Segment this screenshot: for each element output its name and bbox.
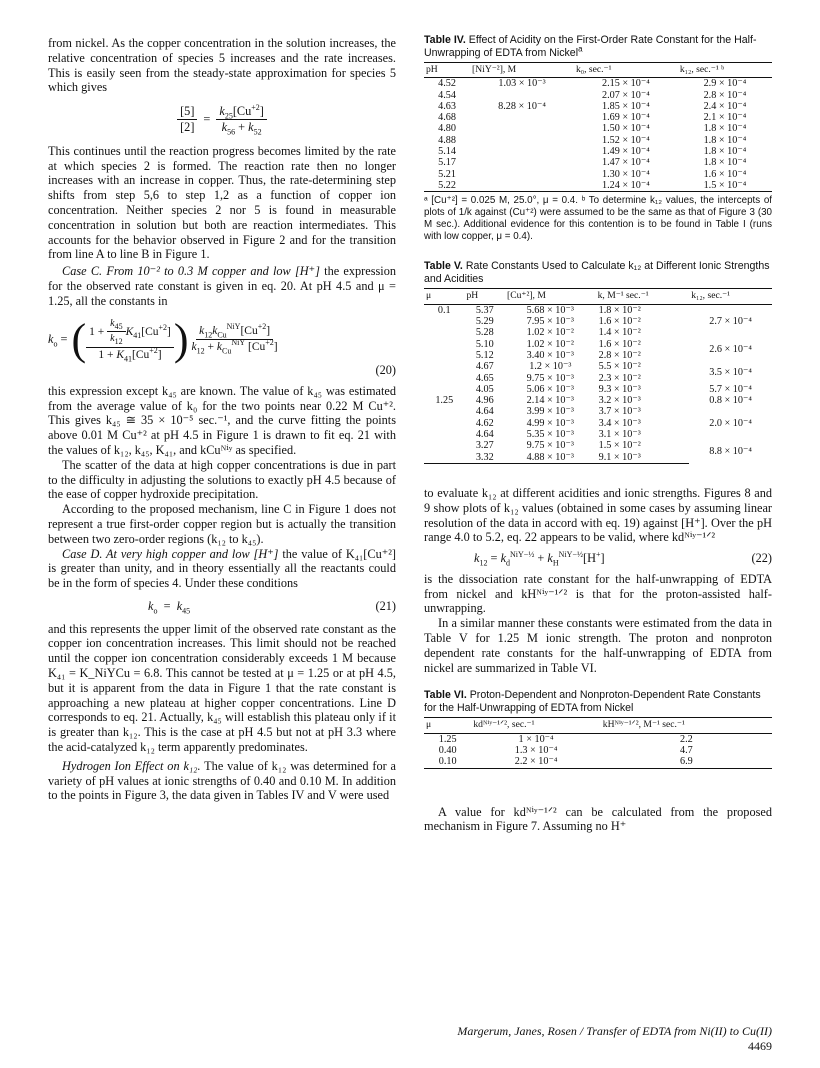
table-cell: 4.62 [475,417,494,429]
table-vi-label: Table VI. [424,689,467,702]
table-cell [424,406,465,417]
column-header: kHᴺⁱʸ⁻¹ᐟ², M⁻¹ sec.⁻¹ [601,718,772,733]
table-iv [424,34,772,242]
table-cell: 8.28 × 10⁻⁴ [498,100,546,112]
case-c-heading: Case C. From 10⁻² to 0.3 M copper and low [H⁺] [62,264,320,279]
table-cell: 4.99 × 10⁻³ [526,417,574,429]
table-v-caption [424,260,772,285]
column-header: k, M⁻¹ sec.⁻¹ [596,289,690,304]
table-cell: 5.12 [475,349,494,361]
table-cell: 1.8 × 10⁻⁴ [703,157,747,169]
table-cell: 3.40 × 10⁻³ [526,349,574,361]
k12-group-cell: 5.7 × 10⁻⁴ [709,383,752,395]
equation-21-number: (21) [375,598,396,613]
table-cell: 1.5 × 10⁻² [598,440,641,452]
table-cell [470,157,574,168]
case-d-paragraph [48,547,396,591]
table-cell: 4.7 [680,745,693,757]
k12-group-cell: 0.8 × 10⁻⁴ [709,395,752,407]
table-cell: 1.25 [435,395,454,407]
paragraph: According to the proposed mechanism, line C in Figure 1 does not represent a true first-order copper region but is actually the transition between two zero-order regions (k₁₂ to k₄₅). [48,502,396,546]
column-header: pH [424,63,470,78]
table-cell [470,169,574,180]
table-cell [470,90,574,101]
table-cell [470,123,574,134]
table-cell: 1.6 × 10⁻² [598,316,641,328]
table-row [424,146,772,157]
case-d-text: the value of K₄₁[Cu⁺²] is greater than unity, and in theory essentially all the reactants could be in the form of species 4. Under these conditions [48,546,397,591]
table-cell: 1.85 × 10⁻⁴ [602,100,650,112]
table-cell [424,440,465,451]
table-cell: 2.4 × 10⁻⁴ [703,100,747,112]
table-row [424,756,772,768]
table-cell: 3.32 [465,452,506,464]
table-cell: 1.02 × 10⁻² [526,338,574,350]
table-row [424,745,772,756]
equation-22-number: (22) [751,551,772,566]
paragraph: from nickel. As the copper concentration in the solution increases, the relative concentration of species 5 increases and the rate increases. This is easily seen from the steady-state approximation for species 5 which gives [48,36,396,95]
table-vi-caption [424,689,772,714]
table-cell: 9.3 × 10⁻³ [598,383,641,395]
table-cell: 5.5 × 10⁻² [598,361,641,373]
paragraph: In a similar manner these constants were estimated from the data in Table V for 1.25 M ionic strength. The proton and nonproton dependent rate constants for the half-unwrapping of EDTA from nickel are summarized in Table VI. [424,616,772,675]
column-header: kdᴺⁱʸ⁻¹ᐟ², sec.⁻¹ [471,718,600,733]
column-header: k₀, sec.⁻¹ [574,63,678,78]
table-cell: 1.6 × 10⁻² [598,338,641,350]
table-row [424,169,772,180]
table-cell: 4.64 [475,429,494,441]
table-cell [470,180,574,192]
table-vi-caption-text: Proton-Dependent and Nonproton-Dependent Rate Constants for the Half-Unwrapping of EDTA from Nickel [424,689,761,714]
case-d-heading: Case D. At very high copper and low [H⁺] [62,546,279,561]
column-header: μ [424,289,465,304]
hydrogen-ion-heading: Hydrogen Ion Effect on k₁₂. [62,758,201,773]
column-header: [Cu⁺²], M [505,289,596,304]
equation-21: $k_o = k_{45}$ (21) [148,598,396,616]
table-row [424,180,772,192]
table-cell: 1.52 × 10⁻⁴ [602,134,650,146]
table-cell: 1.8 × 10⁻⁴ [703,123,747,135]
table-cell: 5.35 × 10⁻³ [526,429,574,441]
table-cell: 0.10 [424,756,471,768]
k12-group-cell: 2.0 × 10⁻⁴ [709,417,752,429]
paragraph: to evaluate k₁₂ at different acidities and ionic strengths. Figures 8 and 9 show plots of k₁₂ values (obtained in some cases by assuming linear resolution of the data in accord with eq. 19) against [H⁺]. Over the pH range 4.0 to 5.2, eq. 22 appears to be valid, where kdᴺⁱʸ⁻¹ᐟ² [424,485,772,545]
paragraph: is the dissociation rate constant for the half-unwrapping of EDTA from nickel and kHᴺⁱʸ⁻¹ᐟ² is that for the proton-assisted half-unwrapping. [424,571,772,616]
table-cell: 5.28 [475,327,494,339]
equation-20-number: (20) [375,362,396,377]
table-cell: 1.4 × 10⁻² [598,327,641,339]
table-iv-label: Table IV. [424,34,466,46]
table-cell: 4.67 [475,361,494,373]
table-cell: 9.1 × 10⁻³ [596,452,690,464]
table-cell: 1 × 10⁻⁴ [518,733,554,745]
table-cell: 2.07 × 10⁻⁴ [602,89,650,101]
table-cell: 1.5 × 10⁻⁴ [678,180,772,192]
table-cell: 2.8 × 10⁻² [598,349,641,361]
table-cell: 1.50 × 10⁻⁴ [602,123,650,135]
table-cell [424,429,465,440]
column-header: pH [465,289,506,304]
table-cell: 1.47 × 10⁻⁴ [602,157,650,169]
table-cell: 1.24 × 10⁻⁴ [574,180,678,192]
table-cell [424,350,465,361]
k12-group-cell: 2.7 × 10⁻⁴ [709,316,752,328]
table-cell: 1.69 × 10⁻⁴ [602,112,650,124]
table-cell: 1.2 × 10⁻³ [529,361,572,373]
table-cell: 5.22 [424,180,470,192]
table-cell: 5.21 [438,168,456,180]
column-header: μ [424,718,471,733]
table-cell [470,146,574,157]
table-iv-caption-footnote-mark: a [578,43,583,53]
table-v [424,260,772,463]
table-cell: 4.68 [438,112,456,124]
table-row [424,90,772,101]
page-number: 4469 [748,1039,772,1053]
table-cell: 5.06 × 10⁻³ [526,383,574,395]
table-cell: 3.4 × 10⁻³ [598,417,641,429]
table-cell: 7.95 × 10⁻³ [526,316,574,328]
table-row [424,112,772,123]
table-cell: 5.17 [438,157,456,169]
case-c-paragraph [48,264,396,308]
table-cell: 4.54 [438,89,456,101]
table-row [424,304,772,316]
table-v-grid [424,288,772,463]
table-cell: 3.2 × 10⁻³ [598,395,641,407]
table-row [424,395,772,406]
k12-group-cell: 8.8 × 10⁻⁴ [709,446,752,458]
table-cell: 1.6 × 10⁻⁴ [703,168,747,180]
table-iv-caption-text: Effect of Acidity on the First-Order Rate Constant for the Half-Unwrapping of EDTA from Nickel [424,34,757,59]
table-cell: 3.7 × 10⁻³ [598,406,641,418]
table-cell: 4.88 × 10⁻³ [505,452,596,464]
table-cell: 5.14 [438,146,456,158]
case-c-text: the expression for the observed rate constant is given in eq. 20. At pH 4.5 and μ = 1.25, all the constants in [48,264,396,308]
table-cell: 4.80 [438,123,456,135]
table-cell: 2.1 × 10⁻⁴ [703,112,747,124]
right-column [424,34,772,834]
table-cell [470,112,574,123]
left-column [48,36,396,803]
table-cell: 5.68 × 10⁻³ [526,304,574,316]
equation-22: $k_{12} = k_d^{NiY-\frac{1}{2}} + k_H^{NiY-\frac{1}{2}}[H^+]$ (22) [474,550,772,568]
table-vi [424,689,772,768]
table-cell: 1.25 [438,733,457,745]
table-cell: 1.30 × 10⁻⁴ [602,168,650,180]
table-row [424,101,772,112]
table-v-label: Table V. [424,260,463,273]
table-cell: 1.8 × 10⁻⁴ [703,134,747,146]
table-cell [470,135,574,146]
hydrogen-ion-text: The value of k₁₂ was determined for a variety of pH values at ionic strengths of 0.40 and 0.10 M. In addition to the points in Figure 3, the data given in Tables IV and V were used [48,758,397,803]
table-cell: 0.1 [437,304,451,316]
table-cell: 6.9 [601,756,772,768]
table-cell: 3.99 × 10⁻³ [526,406,574,418]
table-row [424,135,772,146]
table-cell: 3.1 × 10⁻³ [598,429,641,441]
table-cell: 2.2 [680,733,693,745]
table-cell: 1.02 × 10⁻² [526,327,574,339]
table-cell: 4.52 [438,78,456,90]
table-cell [424,373,465,384]
table-cell: 5.10 [475,338,494,350]
page-footer [424,1024,772,1054]
table-cell: 1.8 × 10⁻⁴ [703,146,747,158]
table-row [424,384,772,395]
table-cell: 1.49 × 10⁻⁴ [602,146,650,158]
table-cell: 9.75 × 10⁻³ [526,440,574,452]
table-iv-caption [424,34,772,59]
table-cell: 4.05 [475,383,494,395]
table-cell: 2.14 × 10⁻³ [526,395,574,407]
table-v-caption-text: Rate Constants Used to Calculate k₁₂ at Different Ionic Strengths and Acidities [424,260,770,285]
table-cell [424,316,465,327]
table-cell: 2.15 × 10⁻⁴ [602,78,650,90]
table-row [424,361,772,372]
table-cell: 3.27 [475,440,494,452]
table-cell: 4.88 [438,134,456,146]
paragraph: and this represents the upper limit of the observed rate constant as the copper ion concentration increases. This limit should not be reached until the copper ion concentration considerably exceeds 1 M because K₄₁ = K_NiYCu = 6.8. This cannot be tested at μ = 1.25 or at pH 4.5, but it is apparent from the data in Figure 1 that the rate constant is approaching a new plateau at higher copper concentrations. Line D corresponds to eq. 21. Actually, k₄₅ will establish this plateau only if it is greater than k₁₂. This is the case at pH 4.5 but not at pH 3.3 where the acid-catalyzed k₁₂ term apparently predominates. [48,621,396,755]
table-iv-footnote: ᵃ [Cu⁺²] = 0.025 M, 25.0°, μ = 0.4. ᵇ To determine k₁₂ values, the intercepts of plots of 1/k against (Cu⁺²) were assumed to be the same as that of Figure 3 (30 M sec.). Additional evidence for this contention is to be found in Table I (runs with low copper, μ = 0.4). [424,195,772,242]
table-cell: 2.3 × 10⁻² [598,372,641,384]
table-cell [424,384,465,395]
table-cell: 2.2 × 10⁻⁴ [471,756,600,768]
hydrogen-ion-paragraph [48,759,396,803]
equation-20: $k_o$ = ( 1 + $\frac{k_{45}}{k_{12}}$ $K_{41}[Cu^{+2}]$ $1 + K_{41}[Cu^{+2}]$ ) $\frac{k_{12}k_{Cu}^{NiY}[Cu^{+2}]}{k_{12} + k_{Cu}^{NiY} [Cu^{+2}]}$ [48,314,278,364]
k12-group-cell: 3.5 × 10⁻⁴ [709,366,752,378]
paragraph: The scatter of the data at high copper concentrations is due in part to the difficulty in adjusting the solutions to exactly pH 4.5 because of the ease of copper hydroxide precipitation. [48,457,396,502]
column-header: [NiY⁻²], M [470,63,574,78]
table-cell: 4.96 [475,395,494,407]
table-iv-grid [424,62,772,192]
table-row [424,406,772,417]
table-cell: 1.03 × 10⁻³ [498,78,546,90]
k12-group-cell: 2.6 × 10⁻⁴ [709,344,752,356]
table-row [424,157,772,168]
column-header: k₁₂, sec.⁻¹ [689,289,772,304]
running-title: Margerum, Janes, Rosen / Transfer of EDTA from Ni(II) to Cu(II) [457,1024,772,1038]
table-row [424,339,772,350]
table-cell [424,339,465,350]
table-cell: 2.8 × 10⁻⁴ [703,89,747,101]
table-cell [424,452,465,464]
table-cell: 0.40 [438,745,457,757]
table-row [424,123,772,134]
table-row [424,733,772,745]
equation-species5-ratio: $\frac{[5]}{[2]}$ = $\frac{k_{25}[Cu^{+2}]}{k_{56} + k_{52}}$ [48,104,396,135]
table-cell: 1.8 × 10⁻² [598,304,641,316]
paragraph: This continues until the reaction progress becomes limited by the rate at which species 2 is formed. The reaction rate then no longer increases with an increase in copper. Thus, the rate-determining step shifts from step 5,6 to step 1,2 as a function of copper ion concentration. Neither species 2 nor 5 is found in measurable concentration in solution but both are reaction intermediates. This accounts for the behavior observed in Figure 2 and for the transition from line A to line B in Figure 1. [48,143,396,262]
table-cell: 2.9 × 10⁻⁴ [703,78,747,90]
paragraph: A value for kdᴺⁱʸ⁻¹ᐟ² can be calculated from the proposed mechanism in Figure 7. Assuming no H⁺ [424,804,772,834]
table-cell: 4.65 [475,372,494,384]
table-row [424,440,772,451]
table-cell [424,327,465,338]
table-cell [424,418,465,429]
paragraph: this expression except k₄₅ are known. The value of k₄₅ was estimated from the average value of k₀ for the two points near 0.22 M Cu⁺². This gives k₄₅ ≅ 35 × 10⁻⁵ sec.⁻¹, and the curve fitting the points above 0.01 M Cu⁺² at pH 4.5 in Figure 1 is drawn to fit eq. 21 with the values of k₁₂, k₄₅, K₄₁, and kCuᴺⁱʸ as specified. [48,383,396,457]
table-cell: 5.37 [475,304,494,316]
table-cell: 4.64 [475,406,494,418]
table-vi-grid [424,717,772,768]
column-header: k₁₂, sec.⁻¹ ᵇ [678,63,772,78]
table-cell [424,361,465,372]
table-cell: 4.63 [438,100,456,112]
table-cell: 5.29 [475,316,494,328]
table-cell: 1.3 × 10⁻⁴ [514,745,558,757]
table-cell: 9.75 × 10⁻³ [526,372,574,384]
table-row [424,78,772,90]
